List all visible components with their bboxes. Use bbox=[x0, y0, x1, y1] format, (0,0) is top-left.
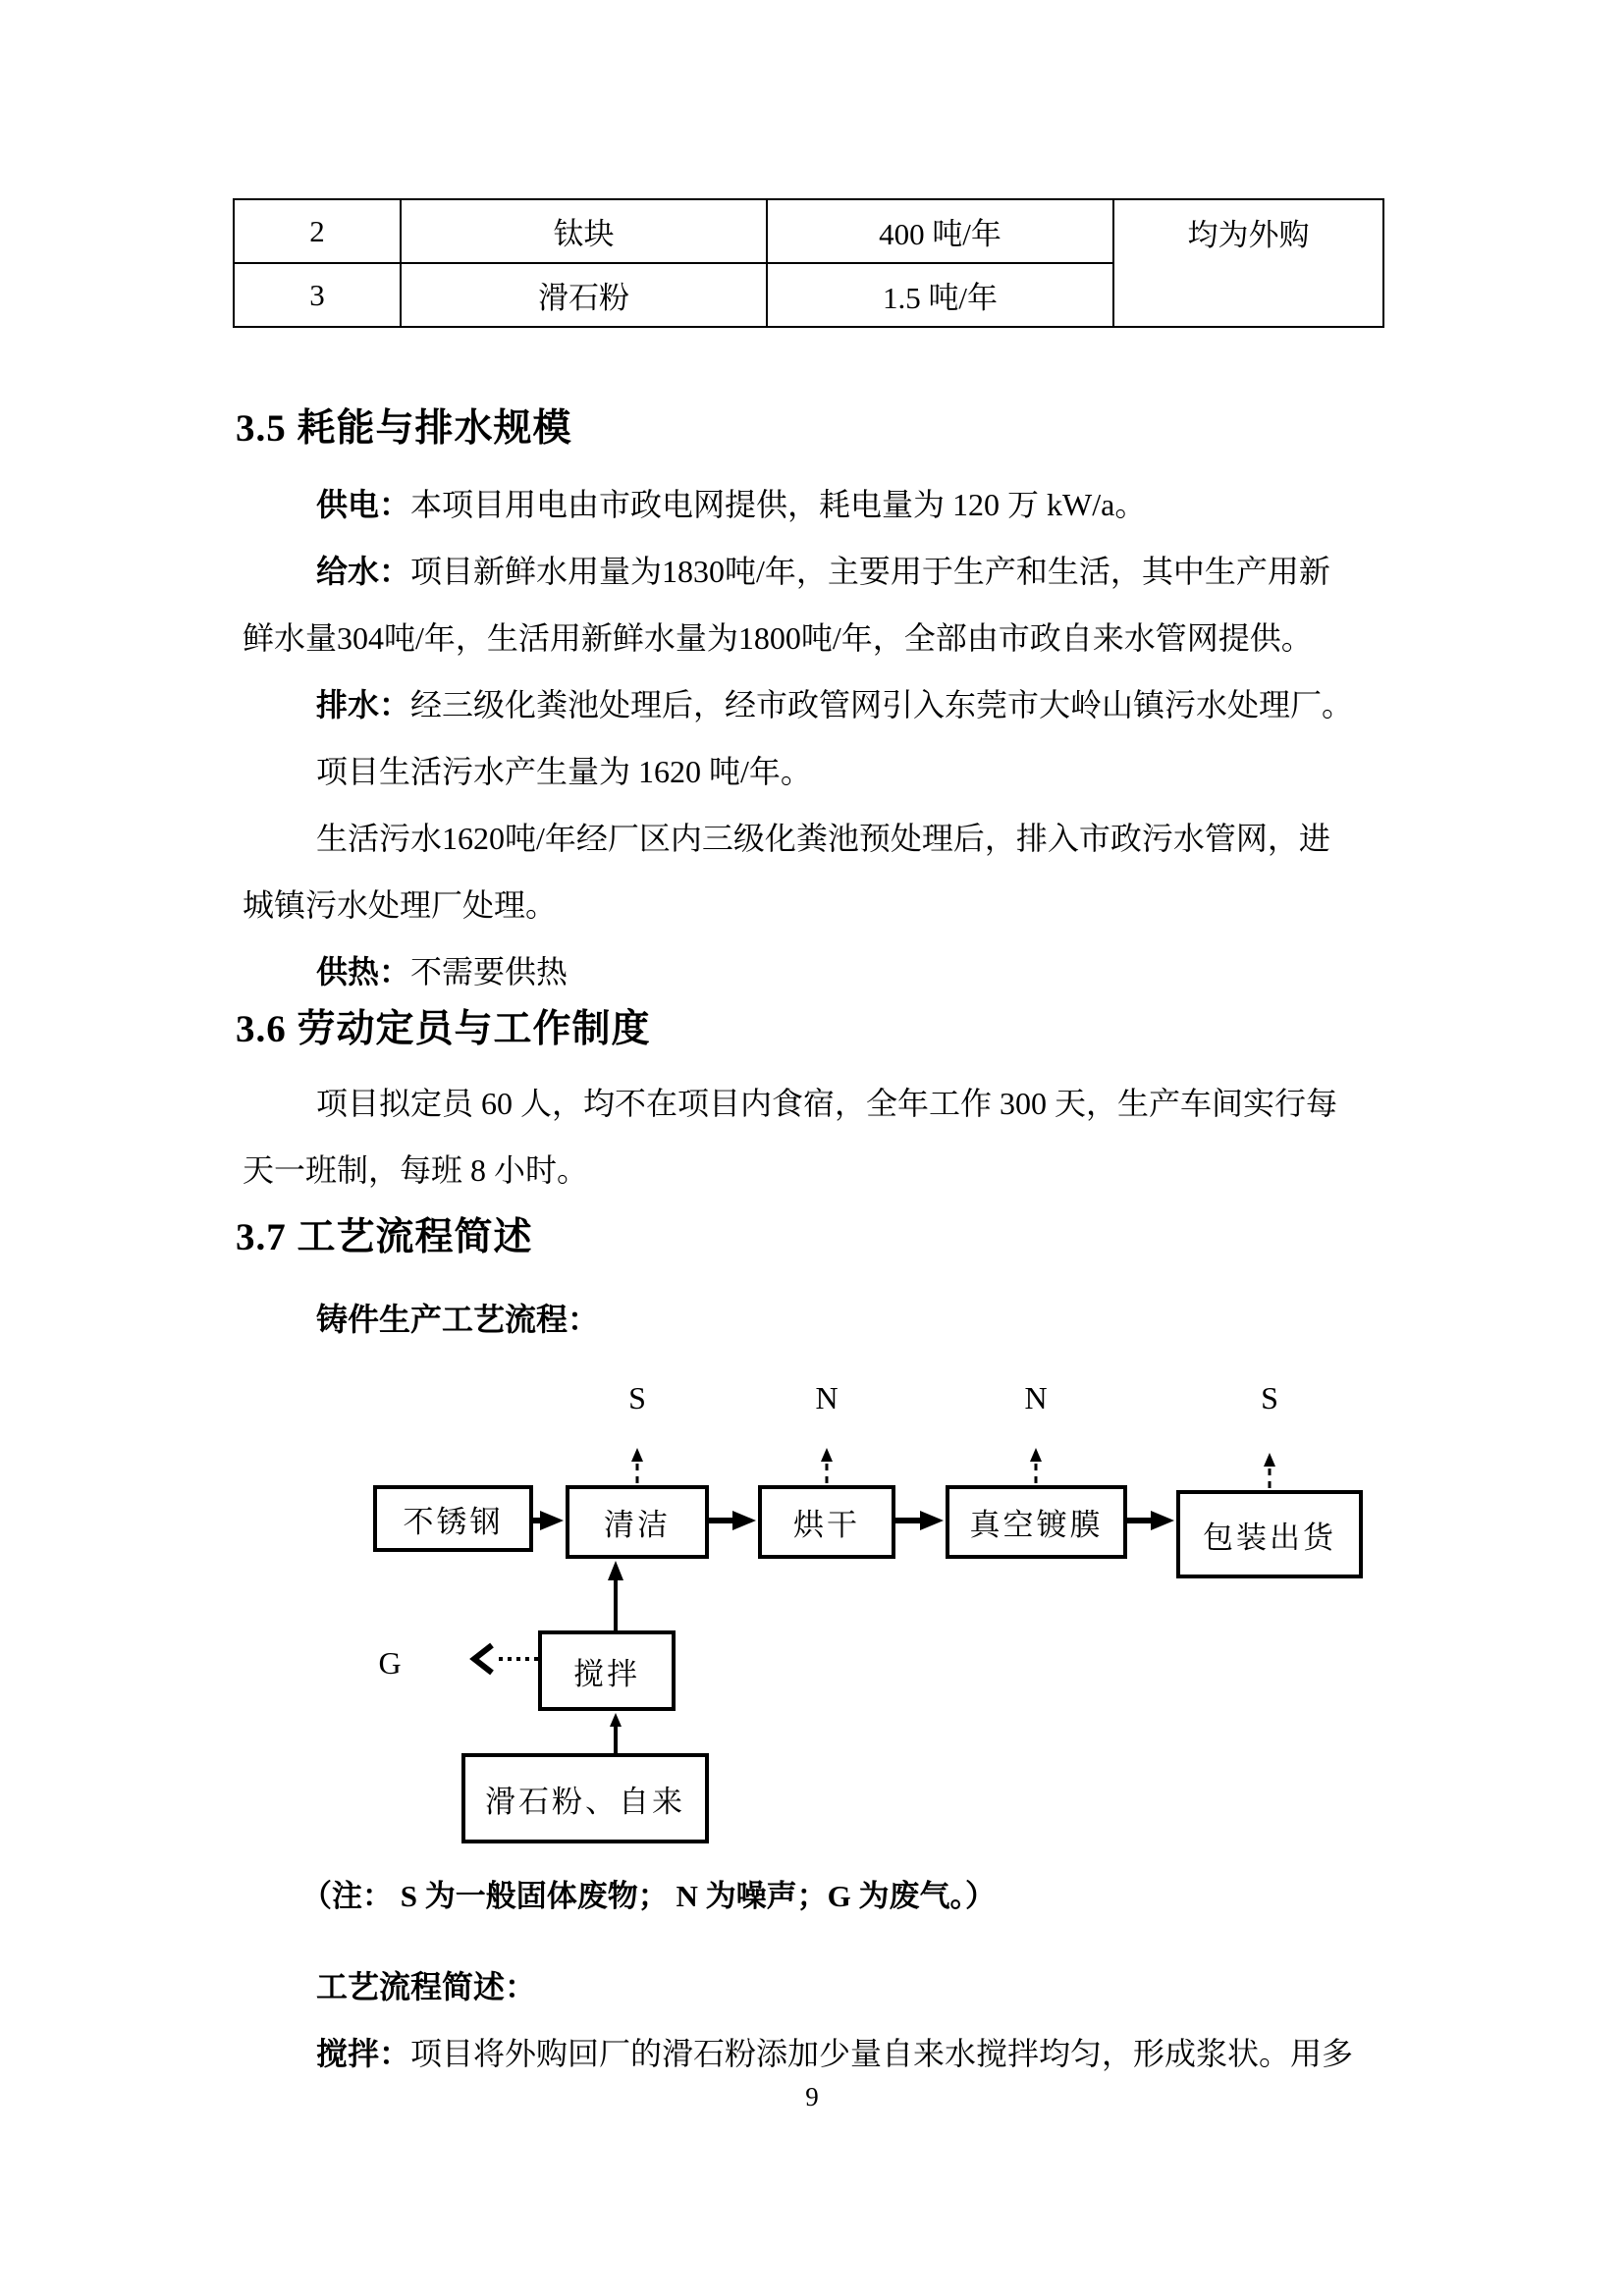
emission-label-n1: N bbox=[815, 1380, 839, 1415]
body-line bbox=[243, 538, 1391, 605]
cell-quantity: 400 吨/年 bbox=[767, 199, 1113, 263]
process-flow-intro: 铸件生产工艺流程： bbox=[316, 1302, 600, 1337]
section-heading-3-7: 3.7 工艺流程简述 bbox=[236, 1216, 533, 1258]
process-flow-diagram bbox=[243, 1353, 1384, 1863]
emission-label-s2: S bbox=[1261, 1380, 1278, 1415]
line-lead: 给水： bbox=[316, 554, 411, 589]
flow-box-vacuum-coating: 真空镀膜 bbox=[946, 1485, 1127, 1559]
body-line bbox=[243, 671, 1391, 738]
line-lead: 排水： bbox=[316, 687, 411, 722]
line-text: 城镇污水处理厂处理。 bbox=[243, 887, 558, 923]
cell-index: 3 bbox=[234, 263, 401, 327]
diagram-legend-note: （注： S 为一般固体废物； N 为噪声；G 为废气。） bbox=[301, 1879, 996, 1913]
cell-material: 滑石粉 bbox=[401, 263, 767, 327]
section-heading-3-5: 3.5 耗能与排水规模 bbox=[236, 407, 572, 450]
line-text: 鲜水量304吨/年，生活用新鲜水量为1800吨/年，全部由市政自来水管网提供。 bbox=[243, 620, 1313, 656]
line-lead: 搅拌： bbox=[316, 2036, 411, 2071]
flow-box-mixing: 搅拌 bbox=[538, 1630, 676, 1711]
cell-material: 钛块 bbox=[401, 199, 767, 263]
body-line bbox=[243, 872, 1391, 938]
cell-index: 2 bbox=[234, 199, 401, 263]
line-text: 不需要供热 bbox=[410, 954, 568, 989]
line-text: 项目生活污水产生量为 1620 吨/年。 bbox=[316, 754, 812, 789]
section-3-6-body bbox=[243, 1070, 1391, 1203]
cell-quantity: 1.5 吨/年 bbox=[767, 263, 1113, 327]
line-text: 经三级化粪池处理后，经市政管网引入东莞市大岭山镇污水处理厂。 bbox=[410, 687, 1354, 722]
body-line bbox=[243, 605, 1391, 671]
body-line bbox=[243, 1137, 1391, 1203]
line-text: 本项目用电由市政电网提供，耗电量为 120 万 kW/a。 bbox=[410, 487, 1147, 522]
flow-box-stainless-steel: 不锈钢 bbox=[373, 1485, 533, 1552]
flow-connectors bbox=[243, 1353, 1384, 1863]
emission-label-s1: S bbox=[628, 1380, 646, 1415]
flow-box-talc-water: 滑石粉、自来 bbox=[461, 1753, 709, 1843]
line-text: 生活污水1620吨/年经厂区内三级化粪池预处理后，排入市政污水管网，进 bbox=[316, 821, 1330, 856]
section-3-5-body bbox=[243, 471, 1391, 1005]
line-lead: 供热： bbox=[316, 954, 411, 989]
cell-remark: 均为外购 bbox=[1113, 199, 1383, 327]
emission-label-g: G bbox=[378, 1645, 402, 1681]
flow-box-drying: 烘干 bbox=[758, 1485, 895, 1559]
line-text: 项目新鲜水用量为1830吨/年，主要用于生产和生活，其中生产用新 bbox=[410, 554, 1330, 589]
section-heading-3-6: 3.6 劳动定员与工作制度 bbox=[236, 1008, 651, 1050]
emission-label-n2: N bbox=[1024, 1380, 1048, 1415]
table-row bbox=[234, 199, 1383, 263]
line-text: 项目拟定员 60 人，均不在项目内食宿，全年工作 300 天，生产车间实行每 bbox=[316, 1086, 1338, 1121]
flow-box-cleaning: 清洁 bbox=[566, 1485, 709, 1559]
chevron-arrowhead-g bbox=[474, 1645, 492, 1673]
body-line bbox=[243, 471, 1391, 538]
body-line bbox=[243, 1070, 1391, 1137]
body-line bbox=[243, 938, 1391, 1005]
line-text: 天一班制，每班 8 小时。 bbox=[243, 1152, 589, 1188]
body-line bbox=[243, 805, 1391, 872]
process-description-subheading: 工艺流程简述： bbox=[316, 1969, 537, 2004]
page-number: 9 bbox=[805, 2082, 819, 2111]
line-lead: 供电： bbox=[316, 487, 411, 522]
line-text: 项目将外购回厂的滑石粉添加少量自来水搅拌均匀，形成浆状。用多 bbox=[410, 2036, 1354, 2071]
body-line bbox=[243, 738, 1391, 805]
materials-table bbox=[233, 198, 1384, 328]
flow-box-packing-shipping: 包装出货 bbox=[1176, 1490, 1363, 1578]
section-3-7-body bbox=[243, 1286, 1391, 1353]
